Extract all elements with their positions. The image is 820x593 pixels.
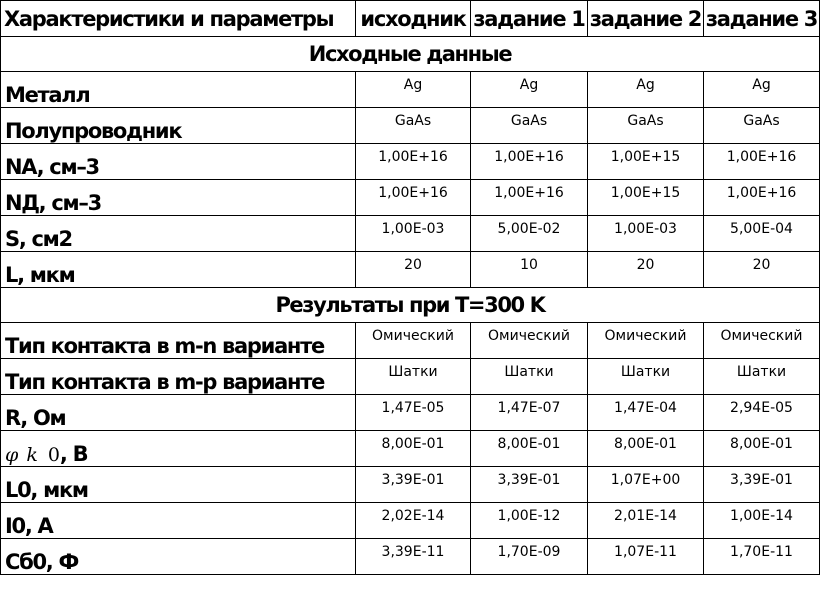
table-header-row <box>1 1 820 37</box>
cell-value: Омический <box>471 323 588 359</box>
table-row <box>1 431 820 467</box>
cell-value: Ag <box>704 72 820 108</box>
phi-unit: , В <box>59 442 88 466</box>
cell-value: GaAs <box>588 108 704 144</box>
row-label <box>1 431 356 467</box>
row-label: S, см2 <box>1 216 356 252</box>
cell-value: 8,00E-01 <box>588 431 704 467</box>
section-row-input <box>1 37 820 72</box>
row-label: Тип контакта в m-n варианте <box>1 323 356 359</box>
cell-value: 20 <box>704 252 820 288</box>
cell-value: Шатки <box>704 359 820 395</box>
cell-value: 2,01E-14 <box>588 503 704 539</box>
table-row <box>1 216 820 252</box>
phi-symbol <box>5 444 60 466</box>
section-title-results: Результаты при T=300 K <box>1 288 820 323</box>
section-row-results <box>1 288 820 323</box>
header-task-1: задание 1 <box>471 1 588 37</box>
table-row <box>1 395 820 431</box>
cell-value: 3,39E-01 <box>704 467 820 503</box>
cell-value: Ag <box>356 72 471 108</box>
cell-value: 1,47E-05 <box>356 395 471 431</box>
table-row <box>1 323 820 359</box>
table-row <box>1 144 820 180</box>
table-row <box>1 252 820 288</box>
cell-value: 1,07E-11 <box>588 539 704 575</box>
cell-value: 1,00E+16 <box>356 144 471 180</box>
cell-value: 1,00E+15 <box>588 144 704 180</box>
cell-value: 5,00E-04 <box>704 216 820 252</box>
table-row <box>1 539 820 575</box>
row-label: Металл <box>1 72 356 108</box>
cell-value: 1,70E-09 <box>471 539 588 575</box>
header-source: исходник <box>356 1 471 37</box>
row-label: NД, см–3 <box>1 180 356 216</box>
cell-value: 1,00E+16 <box>704 144 820 180</box>
phi-subscript-k: k <box>26 444 38 466</box>
header-characteristics: Характеристики и параметры <box>1 1 356 37</box>
cell-value: 5,00E-02 <box>471 216 588 252</box>
cell-value: 1,07E+00 <box>588 467 704 503</box>
cell-value: Шатки <box>471 359 588 395</box>
row-label: L, мкм <box>1 252 356 288</box>
cell-value: 1,70E-11 <box>704 539 820 575</box>
table-row <box>1 359 820 395</box>
cell-value: 1,00E+15 <box>588 180 704 216</box>
cell-value: 1,00E+16 <box>356 180 471 216</box>
row-label: L0, мкм <box>1 467 356 503</box>
cell-value: 1,47E-04 <box>588 395 704 431</box>
row-label: Тип контакта в m-p варианте <box>1 359 356 395</box>
cell-value: 1,47E-07 <box>471 395 588 431</box>
cell-value: 1,00E+16 <box>471 144 588 180</box>
cell-value: 8,00E-01 <box>704 431 820 467</box>
table-row <box>1 503 820 539</box>
cell-value: 20 <box>588 252 704 288</box>
phi-letter: φ <box>5 444 19 466</box>
row-label: Полупроводник <box>1 108 356 144</box>
cell-value: GaAs <box>356 108 471 144</box>
row-label: I0, А <box>1 503 356 539</box>
table-row <box>1 180 820 216</box>
cell-value: 3,39E-01 <box>471 467 588 503</box>
cell-value: 2,94E-05 <box>704 395 820 431</box>
cell-value: 1,00E+16 <box>471 180 588 216</box>
cell-value: 2,02E-14 <box>356 503 471 539</box>
cell-value: Омический <box>588 323 704 359</box>
cell-value: 8,00E-01 <box>356 431 471 467</box>
header-task-2: задание 2 <box>588 1 704 37</box>
cell-value: 1,00E-03 <box>588 216 704 252</box>
cell-value: Шатки <box>356 359 471 395</box>
cell-value: 3,39E-01 <box>356 467 471 503</box>
cell-value: Омический <box>704 323 820 359</box>
cell-value: Омический <box>356 323 471 359</box>
cell-value: 20 <box>356 252 471 288</box>
cell-value: GaAs <box>704 108 820 144</box>
header-task-3: задание 3 <box>704 1 820 37</box>
phi-subscript-zero: 0 <box>47 444 60 466</box>
table-row <box>1 108 820 144</box>
row-label: Сб0, Ф <box>1 539 356 575</box>
cell-value: Ag <box>588 72 704 108</box>
section-title-input: Исходные данные <box>1 37 820 72</box>
cell-value: 8,00E-01 <box>471 431 588 467</box>
cell-value: 1,00E-03 <box>356 216 471 252</box>
table-row <box>1 467 820 503</box>
cell-value: 1,00E+16 <box>704 180 820 216</box>
cell-value: 1,00E-14 <box>704 503 820 539</box>
cell-value: Шатки <box>588 359 704 395</box>
table-row <box>1 72 820 108</box>
cell-value: Ag <box>471 72 588 108</box>
row-label: NA, см–3 <box>1 144 356 180</box>
cell-value: 3,39E-11 <box>356 539 471 575</box>
cell-value: 10 <box>471 252 588 288</box>
cell-value: GaAs <box>471 108 588 144</box>
row-label: R, Ом <box>1 395 356 431</box>
cell-value: 1,00E-12 <box>471 503 588 539</box>
